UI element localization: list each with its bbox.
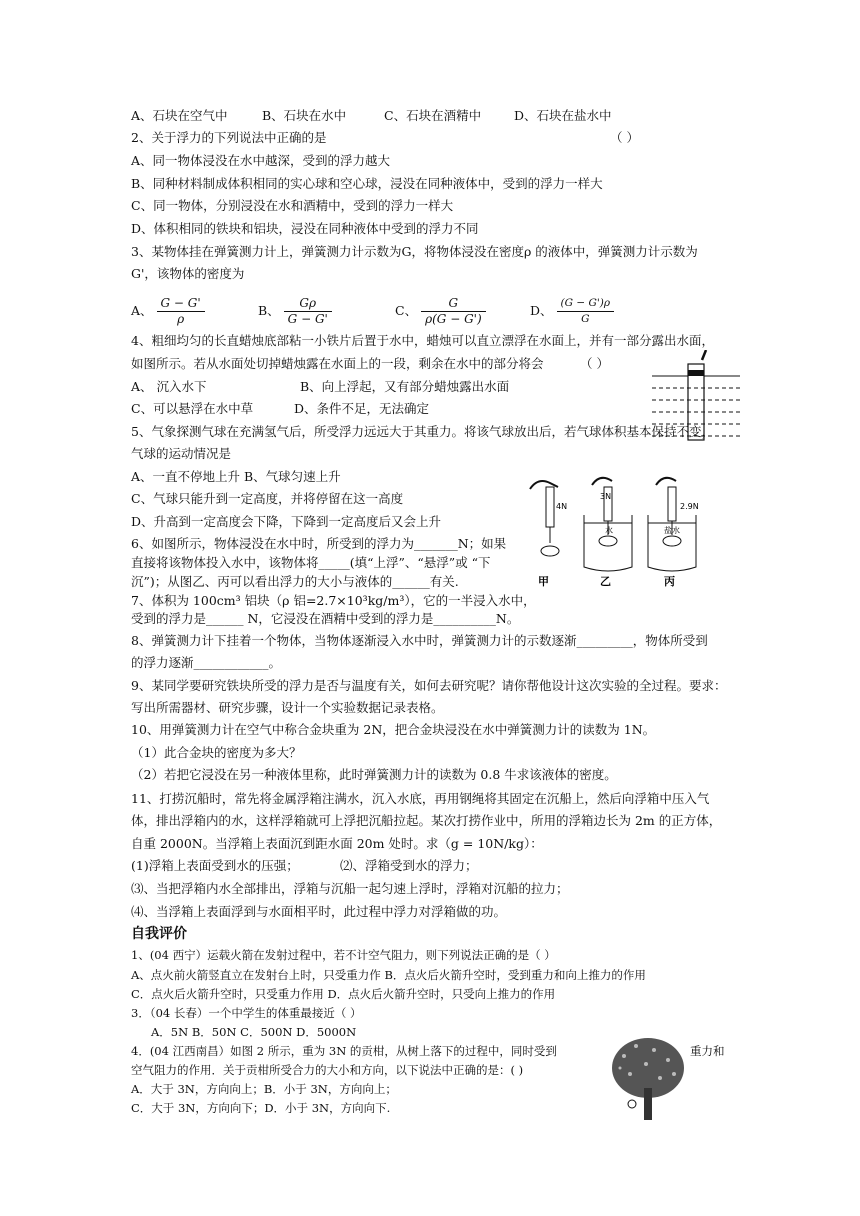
q4-line2: 如图所示。若从水面处切掉蜡烛露在水面上的一段，剩余在水中的部分将会 [131, 356, 544, 371]
e1-line3: C．点火后火箭升空时，只受重力作用 D．点火后火箭升空时，只受向上推力的作用 [131, 987, 556, 1001]
q11-line2: 体，排出浮箱内的水，这样浮箱就可上浮把沉船拉起。某次打捞作业中，所用的浮箱边长为 2m 的正方体， [131, 813, 722, 828]
e1-stem: 1、(04 西宁）运载火箭在发射过程中，若不计空气阻力，则下列说法正确的是（ ） [131, 948, 556, 962]
q11-sub2: ⑵、浮箱受到水的浮力； [340, 858, 478, 873]
q3-frac-c: $\frac{G}{\rho(G - G')}$ [421, 296, 486, 327]
q3-line1: 3、某物体挂在弹簧测力计上，弹簧测力计示数为G，将物体浸没在密度ρ 的液体中，弹簧测力计示数为 [131, 244, 698, 259]
q5-line2: 气球的运动情况是 [131, 446, 232, 461]
q4-opt-d: D、条件不足，无法确定 [294, 401, 430, 416]
saltwater-label: 盐水 [664, 526, 680, 535]
q8-line1: 8、弹簧测力计下挂着一个物体，当物体逐渐浸入水中时，弹簧测力计的示数逐渐_________，物体所受到 [131, 633, 708, 648]
q11-line3: 自重 2000N。当浮箱上表面沉到距水面 20m 处时。求（g = 10N/kg）： [131, 836, 543, 851]
orange-tree-figure [610, 1034, 685, 1122]
e4-line4: C．大于 3N，方向向下；D．小于 3N，方向向下. [131, 1101, 391, 1115]
q6-line1: 6、如图所示，物体浸没在水中时，所受到的浮力为_______N；如果 [131, 536, 507, 551]
q1-opt-a: A、石块在空气中 [131, 108, 228, 123]
q4-line1: 4、粗细均匀的长直蜡烛底部粘一小铁片后置于水中，蜡烛可以直立漂浮在水面上，并有一部分露出水面， [131, 333, 714, 348]
q1-opt-b: B、石块在水中 [262, 108, 347, 123]
q2-paren: （ ） [610, 130, 639, 145]
e1-line2: A、点火前火箭竖直立在发射台上时，只受重力作 B．点火后火箭升空时，受到重力和向上推力的作用 [131, 968, 646, 982]
q4-opt-b: B、向上浮起，又有部分蜡烛露出水面 [300, 379, 510, 394]
q6-line2: 直接将该物体投入水中，该物体将_____(填“上浮”、“悬浮”或 “下 [131, 555, 491, 570]
section-heading: 自我评价 [131, 926, 187, 942]
q2-opt-d: D、体积相同的铁块和铝块，浸没在同种液体中受到的浮力不同 [131, 221, 479, 236]
q3-opt-d [530, 296, 614, 327]
q3-opt-c [395, 296, 486, 327]
scale-yi-reading: 3N [600, 492, 612, 501]
q3-line2: G'，该物体的密度为 [131, 266, 245, 281]
q3-frac-d: $\frac{(G - G')\rho}{G}$ [557, 296, 615, 327]
q3-frac-b: $\frac{G\rho}{G - G'}$ [284, 296, 332, 327]
e4-line1: 4．(04 江西南昌）如图 2 所示，重为 3N 的贡柑，从树上落下的过程中，同时受到 [131, 1044, 557, 1058]
q11-sub1: (1)浮箱上表面受到水的压强； [131, 858, 299, 873]
q3-label-b: B、 [258, 303, 280, 318]
q5-opt-c: D、升高到一定高度会下降，下降到一定高度后又会上升 [131, 514, 442, 529]
q2-opt-b: B、同种材料制成体积相同的实心球和空心球，浸没在同种液体中，受到的浮力一样大 [131, 176, 603, 191]
q8-line2: 的浮力逐渐____________。 [131, 655, 282, 670]
q5-opt-b: C、气球只能升到一定高度，并将停留在这一高度 [131, 491, 404, 506]
e3-stem: 3．（04 长春）一个中学生的体重最接近（ ） [131, 1006, 362, 1020]
q3-frac-a: $\frac{G - G'}{\rho}$ [157, 296, 205, 327]
caption-yi: 乙 [600, 575, 611, 587]
q10-line1: 10、用弹簧测力计在空气中称合金块重为 2N，把合金块浸没在水中弹簧测力计的读数为 1N。 [131, 722, 656, 737]
spring-scale-figure [520, 475, 715, 587]
q9-line2: 写出所需器材、研究步骤，设计一个实验数据记录表格。 [131, 700, 444, 715]
q2-opt-a: A、同一物体浸没在水中越深，受到的浮力越大 [131, 153, 391, 168]
q7-line1: 7、体积为 100cm³ 铝块（ρ 铝=2.7×10³kg/m³），它的一半浸入水中， [131, 593, 536, 608]
q10-sub2: （2）若把它浸没在另一种液体里称，此时弹簧测力计的读数为 0.8 牛求该液体的密度。 [131, 767, 617, 782]
q11-sub3: ⑶、当把浮箱内水全部排出，浮箱与沉船一起匀速上浮时，浮箱对沉船的拉力； [131, 881, 569, 896]
q4-paren: （ ） [580, 356, 609, 371]
q2-stem: 2、关于浮力的下列说法中正确的是 [131, 130, 327, 145]
scale-jia-reading: 4N [556, 502, 568, 511]
e4-line3: A．大于 3N，方向向上；B．小于 3N，方向向上； [131, 1082, 397, 1096]
q1-opt-d: D、石块在盐水中 [514, 108, 612, 123]
scale-bing [648, 478, 699, 571]
q11-line1: 11、打捞沉船时，常先将金属浮箱注满水，沉入水底，再用钢绳将其固定在沉船上，然后向浮箱中压入气 [131, 791, 710, 806]
scale-bing-reading: 2.9N [680, 502, 699, 511]
q5-opt-a: A、一直不停地上升 B、气球匀速上升 [131, 469, 341, 484]
q7-line2: 受到的浮力是______ N，它浸没在酒精中受到的浮力是__________N。 [131, 611, 520, 626]
e4-line2: 空气阻力的作用．关于贡柑所受合力的大小和方向，以下说法中正确的是：( ) [131, 1063, 524, 1077]
q11-sub4: ⑷、当浮箱上表面浮到与水面相平时，此过程中浮力对浮箱做的功。 [131, 904, 507, 919]
q2-opt-c: C、同一物体，分别浸没在水和酒精中，受到的浮力一样大 [131, 198, 454, 213]
q5-line1: 5、气象探测气球在充满氢气后，所受浮力远远大于其重力。将该气球放出后，若气球体积基本保持不变， [131, 424, 714, 439]
q3-label-d: D、 [530, 303, 553, 318]
scale-yi [584, 478, 632, 571]
caption-bing: 丙 [664, 575, 675, 587]
q10-sub1: （1）此合金块的密度为多大？ [131, 745, 302, 760]
q4-opt-a: A、 沉入水下 [131, 379, 207, 394]
water-label: 水 [605, 526, 613, 535]
q3-label-c: C、 [395, 303, 418, 318]
q6-line3: 沉”)；从图乙、丙可以看出浮力的大小与液体的______有关. [131, 574, 459, 589]
q9-line1: 9、某同学要研究铁块所受的浮力是否与温度有关，如何去研究呢？请你帮他设计这次实验的全过程。要求： [131, 678, 727, 693]
scale-jia [530, 481, 567, 556]
q3-opt-a [131, 296, 205, 327]
q4-opt-c: C、可以悬浮在水中草 [131, 401, 254, 416]
e4-right: 重力和 [690, 1044, 725, 1058]
q1-opt-c: C、石块在酒精中 [384, 108, 482, 123]
e3-opts: A．5N B．50N C．500N D．5000N [151, 1025, 357, 1039]
caption-jia: 甲 [538, 575, 549, 587]
q3-label-a: A、 [131, 303, 153, 318]
q3-opt-b [258, 296, 332, 327]
